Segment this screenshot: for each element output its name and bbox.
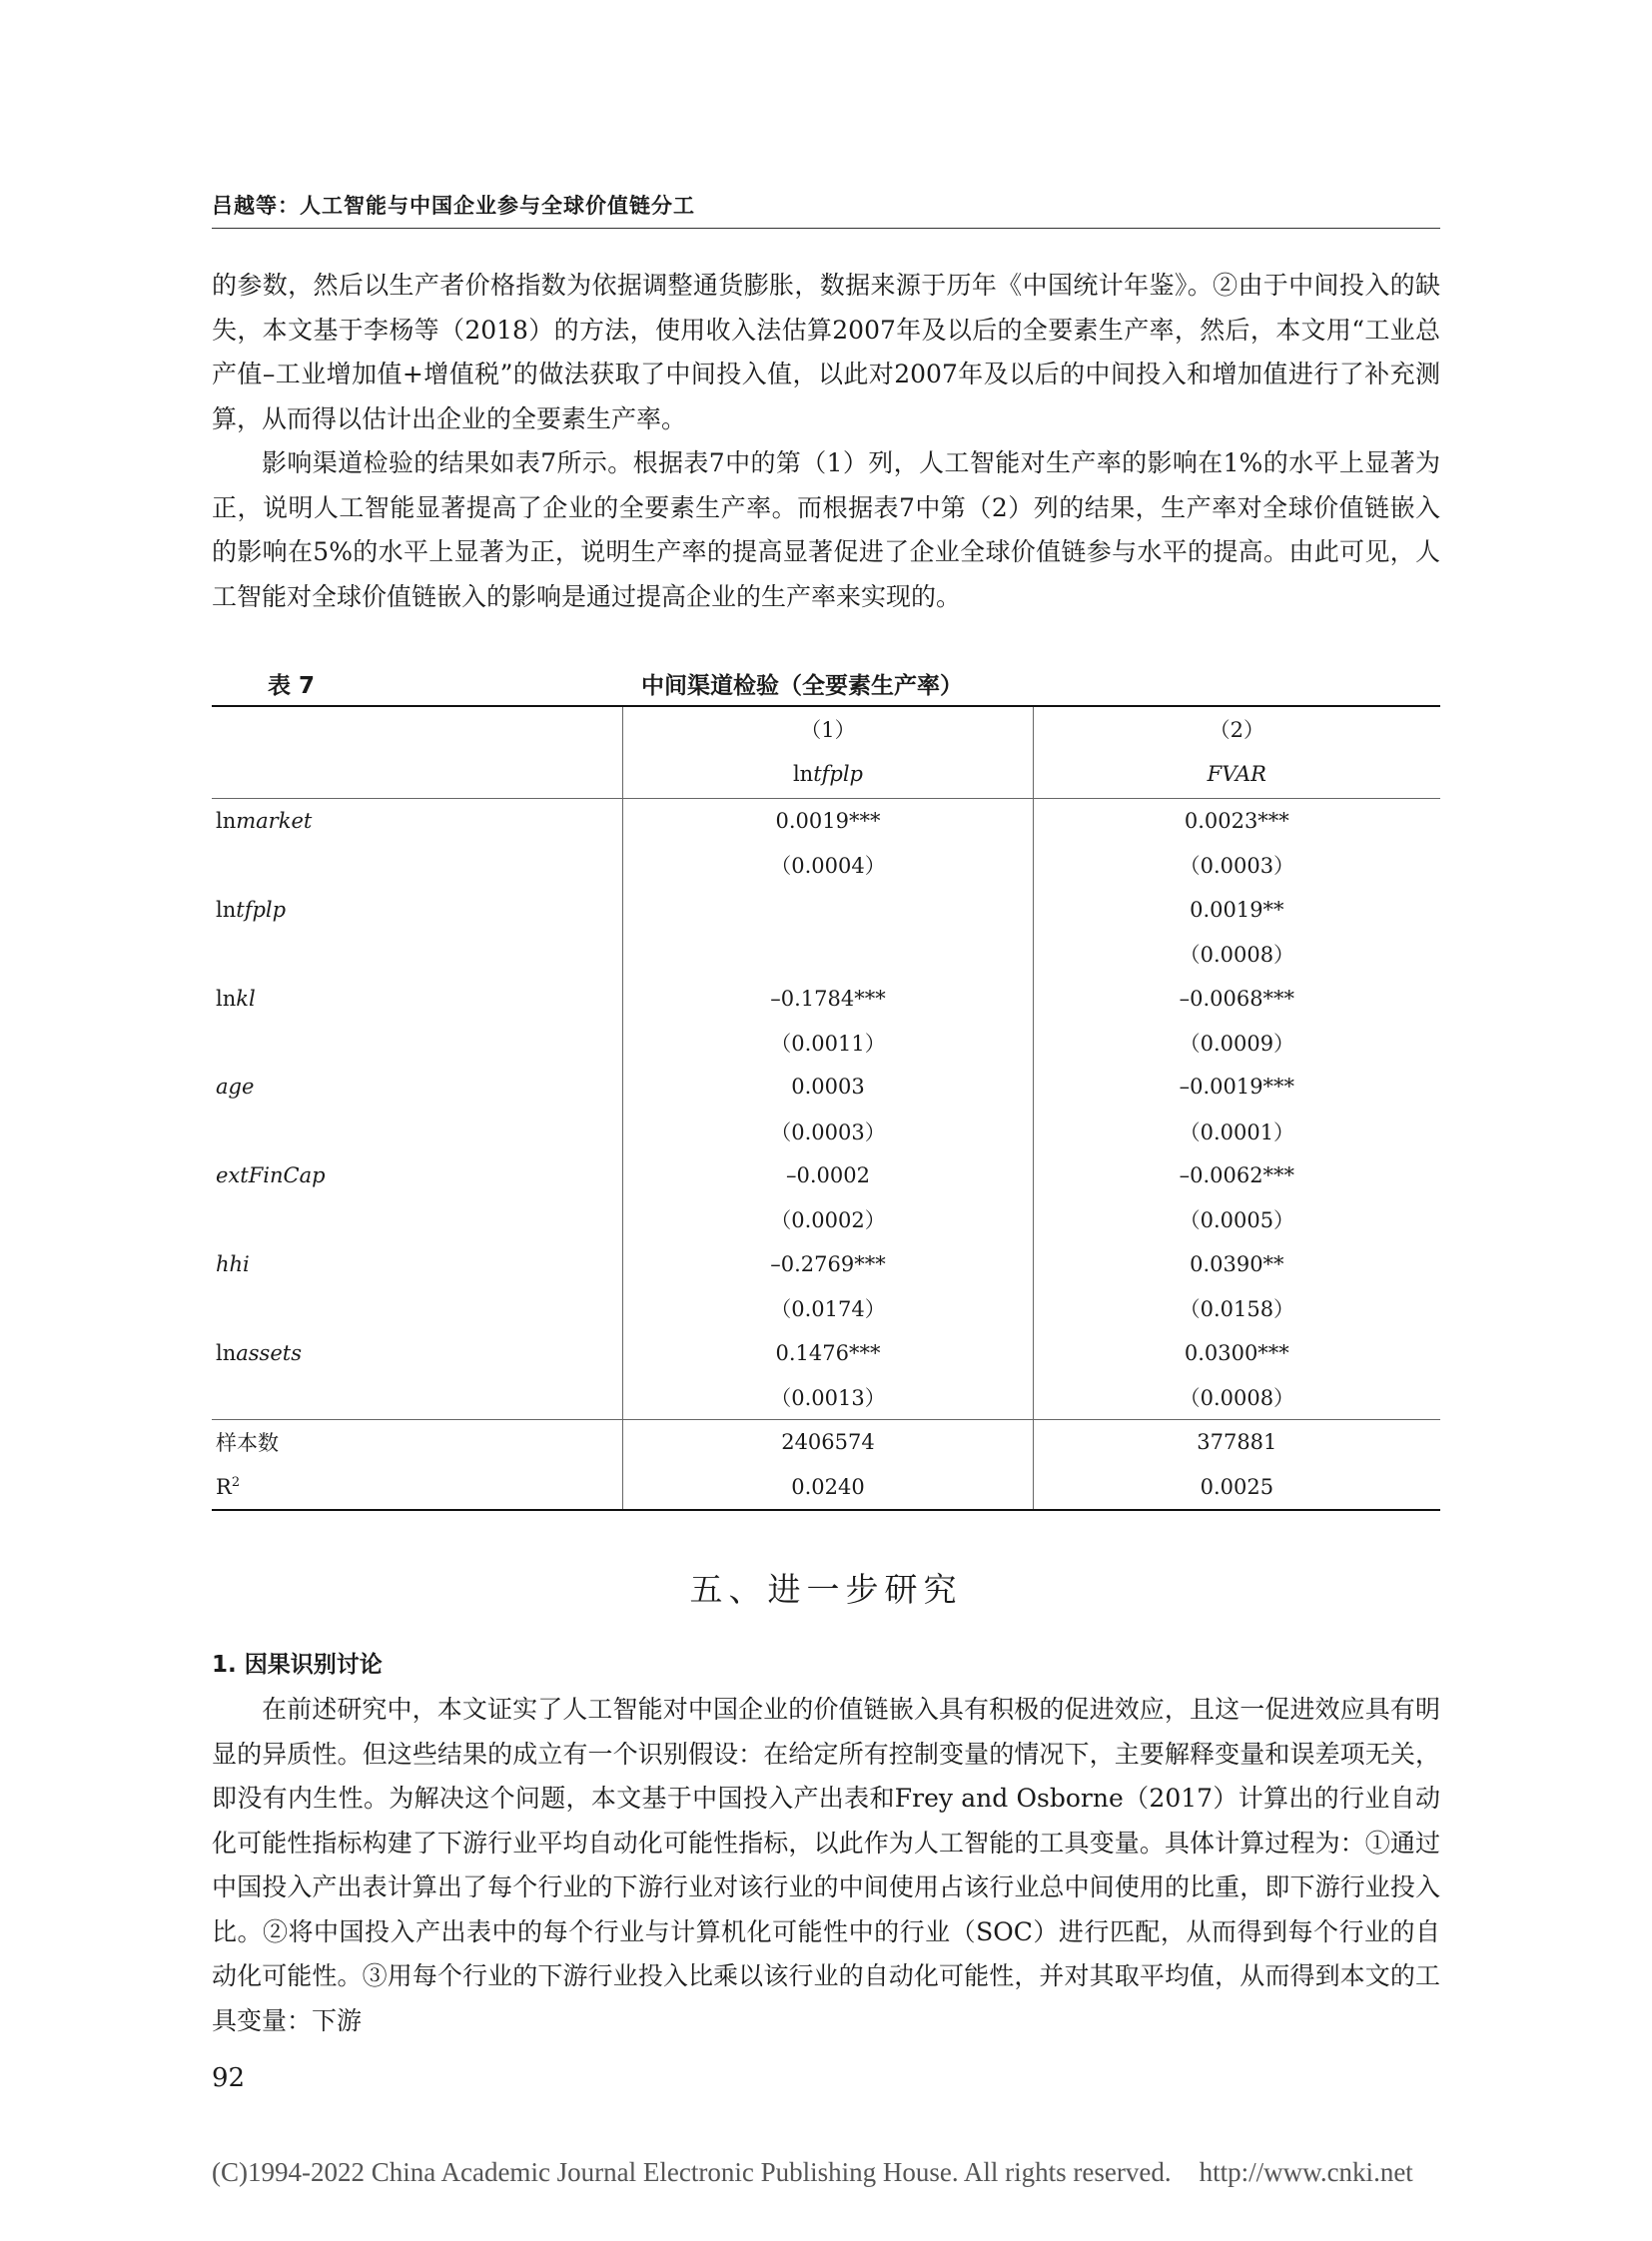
table-row bbox=[212, 1286, 1440, 1330]
coefficient-cell: 0.0023*** bbox=[1033, 798, 1440, 843]
stat-cell: 377881 bbox=[1033, 1420, 1440, 1465]
table-row bbox=[212, 1465, 1440, 1510]
stat-cell: 0.0240 bbox=[623, 1465, 1033, 1510]
col-number-1: （1） bbox=[623, 706, 1033, 751]
coefficient-cell: –0.0019*** bbox=[1033, 1065, 1440, 1109]
stat-cell: 2406574 bbox=[623, 1420, 1033, 1465]
standard-error-cell: （0.0003） bbox=[623, 1110, 1033, 1153]
paragraph-3: 在前述研究中，本文证实了人工智能对中国企业的价值链嵌入具有积极的促进效应，且这一促进效应具有明显的异质性。但这些结果的成立有一个识别假设：在给定所有控制变量的情况下，主要解释变量和误差项无关，即没有内生性。为解决这个问题，本文基于中国投入产出表和Frey and Osborne（2017）计算出的行业自动化可能性指标构建了下游行业平均自动化可能性指标，以此作为人工智能的工具变量。具体计算过程为：①通过中国投入产出表计算出了每个行业的下游行业对该行业的中间使用占该行业总中间使用的比重，即下游行业投入比。②将中国投入产出表中的每个行业与计算机化可能性中的行业（SOC）进行匹配，从而得到每个行业的自动化可能性。③用每个行业的下游行业投入比乘以该行业的自动化可能性，并对其取平均值，从而得到本文的工具变量：下游 bbox=[212, 1695, 1440, 2035]
standard-error-cell: （0.0008） bbox=[1033, 932, 1440, 976]
coefficient-cell: 0.0003 bbox=[623, 1065, 1033, 1109]
table-row bbox=[212, 1330, 1440, 1374]
paragraph-1: 的参数，然后以生产者价格指数为依据调整通货膨胀，数据来源于历年《中国统计年鉴》。②由于中间投入的缺失，本文基于李杨等（2018）的方法，使用收入法估算2007年及以后的全要素生产率，然后，本文用“工业总产值–工业增加值+增值税”的做法获取了中间投入值，以此对2007年及以后的中间投入和增加值进行了补充测算，从而得以估计出企业的全要素生产率。 bbox=[212, 271, 1440, 433]
table-row bbox=[212, 932, 1440, 976]
table-row bbox=[212, 888, 1440, 932]
coefficient-cell: –0.0068*** bbox=[1033, 976, 1440, 1020]
header-rule bbox=[212, 228, 1440, 229]
table-title: 中间渠道检验（全要素生产率） bbox=[641, 673, 963, 699]
row-variable-label: lnmarket bbox=[216, 808, 313, 833]
table-row bbox=[212, 1065, 1440, 1109]
table-row bbox=[212, 1153, 1440, 1197]
table-caption bbox=[212, 667, 1440, 699]
standard-error-cell: （0.0003） bbox=[1033, 843, 1440, 887]
row-variable-label: lnassets bbox=[216, 1340, 302, 1365]
row-variable-label: age bbox=[216, 1075, 255, 1100]
row-variable-label: lntfplp bbox=[216, 897, 287, 922]
col-var-1: lntfplp bbox=[623, 751, 1033, 798]
footer-url: http://www.cnki.net bbox=[1199, 2157, 1413, 2187]
paragraph-2: 影响渠道检验的结果如表7所示。根据表7中的第（1）列，人工智能对生产率的影响在1%的水平上显著为正，说明人工智能显著提高了企业的全要素生产率。而根据表7中第（2）列的结果，生产率对全球价值链嵌入的影响在5%的水平上显著为正，说明生产率的提高显著促进了企业全球价值链参与水平的提高。由此可见，人工智能对全球价值链嵌入的影响是通过提高企业的生产率来实现的。 bbox=[212, 448, 1440, 611]
coefficient-cell: 0.0390** bbox=[1033, 1242, 1440, 1286]
section-title: 五、进一步研究 bbox=[689, 1570, 963, 1609]
standard-error-cell: （0.0005） bbox=[1033, 1197, 1440, 1241]
table-row bbox=[212, 1420, 1440, 1465]
row-stat-label: 样本数 bbox=[212, 1420, 623, 1465]
coefficient-cell bbox=[623, 888, 1033, 932]
table-row bbox=[212, 798, 1440, 843]
row-variable-label: hhi bbox=[216, 1251, 250, 1276]
row-stat-label: $R^2$ bbox=[212, 1465, 623, 1510]
table-number: 表 7 bbox=[268, 673, 316, 699]
standard-error-cell: （0.0002） bbox=[623, 1197, 1033, 1241]
results-table bbox=[212, 705, 1440, 1511]
copyright-footer bbox=[212, 2157, 1413, 2188]
table-header-row-1 bbox=[212, 706, 1440, 751]
table-row bbox=[212, 1021, 1440, 1065]
table-row bbox=[212, 1375, 1440, 1420]
coefficient-cell: 0.0019** bbox=[1033, 888, 1440, 932]
coefficient-cell: –0.2769*** bbox=[623, 1242, 1033, 1286]
col-number-2: （2） bbox=[1033, 706, 1440, 751]
standard-error-cell: （0.0004） bbox=[623, 843, 1033, 887]
table-row bbox=[212, 1110, 1440, 1153]
row-variable-label: extFinCap bbox=[216, 1163, 326, 1188]
standard-error-cell: （0.0009） bbox=[1033, 1021, 1440, 1065]
standard-error-cell bbox=[623, 932, 1033, 976]
standard-error-cell: （0.0174） bbox=[623, 1286, 1033, 1330]
coefficient-cell: 0.0300*** bbox=[1033, 1330, 1440, 1374]
table-row bbox=[212, 1197, 1440, 1241]
coefficient-cell: –0.1784*** bbox=[623, 976, 1033, 1020]
subsection-title: 1. 因果识别讨论 bbox=[212, 1652, 383, 1678]
standard-error-cell: （0.0158） bbox=[1033, 1286, 1440, 1330]
standard-error-cell: （0.0001） bbox=[1033, 1110, 1440, 1153]
copyright-text: (C)1994-2022 China Academic Journal Electronic Publishing House. All rights reserved. bbox=[212, 2157, 1172, 2187]
table-header-row-2 bbox=[212, 751, 1440, 798]
coefficient-cell: 0.0019*** bbox=[623, 798, 1033, 843]
row-variable-label: lnkl bbox=[216, 986, 256, 1011]
standard-error-cell: （0.0013） bbox=[623, 1375, 1033, 1420]
page-number: 92 bbox=[212, 2063, 246, 2093]
running-header-title: 吕越等：人工智能与中国企业参与全球价值链分工 bbox=[212, 194, 695, 218]
coefficient-cell: –0.0062*** bbox=[1033, 1153, 1440, 1197]
standard-error-cell: （0.0008） bbox=[1033, 1375, 1440, 1420]
stat-cell: 0.0025 bbox=[1033, 1465, 1440, 1510]
standard-error-cell: （0.0011） bbox=[623, 1021, 1033, 1065]
coefficient-cell: –0.0002 bbox=[623, 1153, 1033, 1197]
table-row bbox=[212, 1242, 1440, 1286]
coefficient-cell: 0.1476*** bbox=[623, 1330, 1033, 1374]
col-var-2: FVAR bbox=[1033, 751, 1440, 798]
table-row bbox=[212, 843, 1440, 887]
table-row bbox=[212, 976, 1440, 1020]
